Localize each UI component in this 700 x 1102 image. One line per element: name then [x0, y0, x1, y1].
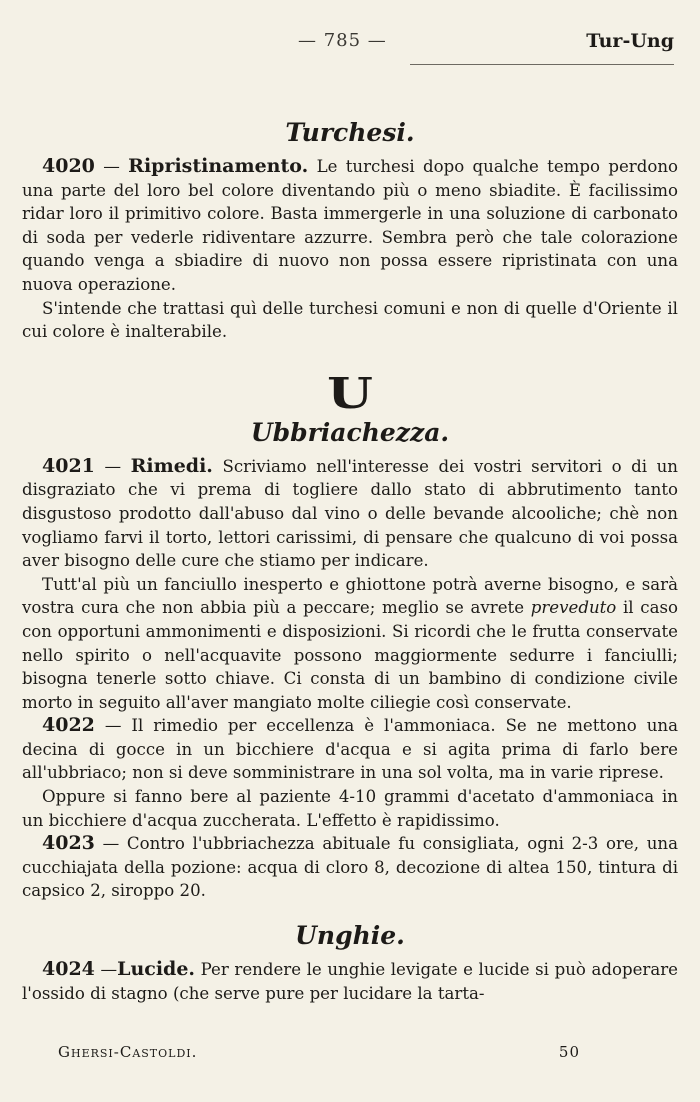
- entry-text: Per rendere le unghie levigate e lucide si può adoperare l'ossido di stagno (che serve pure per lucidare la tarta-: [22, 960, 678, 1003]
- entry-4021: [22, 455, 678, 573]
- entry-text: — Il rimedio per eccellenza è l'ammoniaca. Se ne mettono una decina di gocce in un bicchiere d'acqua e si agita prima di farlo bere all'ubbriaco; non si deve somministrare in una sol volta, ma in varie riprese.: [22, 716, 678, 783]
- entry-number: 4020: [42, 155, 95, 177]
- entry-4022-paragraph-2: Oppure si fanno bere al paziente 4-10 grammi d'acetato d'ammoniaca in un bicchiere d'acqua zuccherata. L'effetto è rapidissimo.: [22, 787, 678, 830]
- entry-text: Le turchesi dopo qualche tempo perdono una parte del loro bel colore diventando più o meno sbiadite. È facilissimo ridar loro il primitivo colore. Basta immergerle in una soluzione di carbonato di soda per vederle ridiventare azzurre. Sembra però che tale colorazione quando venga a sbiadire di nuovo non possa essere ripristinata con una nuova operazione.: [22, 157, 678, 294]
- alphabet-letter-u: U: [327, 368, 373, 418]
- entry-text: — Contro l'ubbriachezza abituale fu consigliata, ogni 2-3 ore, una cucchiajata della pozione: acqua di cloro 8, decozione di altea 150, tintura di capsico 2, siroppo 20.: [22, 834, 678, 901]
- entry-separator: —: [94, 157, 129, 176]
- entry-text: Scriviamo nell'interesse dei vostri servitori o di un disgraziato che vi prema di togliere dallo stato di abbrutimento tanto disgustoso prodotto dall'abuso dal vino o delle bevande alcooliche; chè non vogliamo farvi il torto, lettori carissimi, di pensare che qualcuno di voi possa aver bisogno delle cure che stiamo per indicare.: [22, 456, 678, 571]
- entry-title: Ripristinamento.: [128, 155, 309, 177]
- entry-number: 4021: [42, 454, 95, 477]
- header-rule: [410, 64, 674, 65]
- entry-number: 4024: [42, 958, 95, 981]
- entry-4022: [22, 714, 678, 785]
- paragraph-text: Tutt'al più un fanciullo inesperto e ghiottone potrà averne bisogno, e sarà vostra cura che non abbia più a peccare; meglio se avrete: [22, 574, 678, 618]
- entry-4020: [22, 155, 678, 297]
- entry-4024: [22, 958, 678, 1005]
- section-title-ubbriachezza: Ubbriachezza.: [250, 417, 450, 447]
- entry-separator: —: [94, 456, 131, 476]
- page-number: — 785 —: [298, 30, 387, 51]
- running-head: Tur-Ung: [586, 30, 674, 52]
- sheet-number: 50: [558, 1043, 580, 1061]
- entry-4023: [22, 832, 678, 903]
- entry-4021-paragraph-2: [22, 573, 678, 715]
- entry-4020-paragraph-2: S'intende che trattasi quì delle turchesi comuni e non di quelle d'Oriente il cui colore è inalterabile.: [22, 298, 678, 342]
- entry-title: Rimedi.: [130, 454, 213, 477]
- section-title-turchesi: Turchesi.: [285, 118, 415, 147]
- entry-number: 4022: [42, 714, 95, 737]
- page-header: [22, 30, 678, 64]
- printer-signature: Ghersi-Castoldi.: [58, 1043, 198, 1061]
- entry-separator: —: [94, 960, 118, 980]
- entry-title: Lucide.: [117, 958, 196, 981]
- section-title-unghie: Unghie.: [295, 921, 405, 951]
- page-footer: [58, 1043, 598, 1061]
- paragraph-text: il caso con opportuni ammonimenti e disposizioni. Si ricordi che le frutta conservate nello spirito o nell'acquavite possono maggiormente sedurre i fanciulli; bisogna tenerle sotto chiave. Ci consta di un bambino di condizione civile morto in seguito all'aver mangiato molte ciliegie così conservate.: [22, 598, 678, 712]
- entry-number: 4023: [42, 832, 95, 855]
- italic-word: preveduto: [530, 598, 617, 618]
